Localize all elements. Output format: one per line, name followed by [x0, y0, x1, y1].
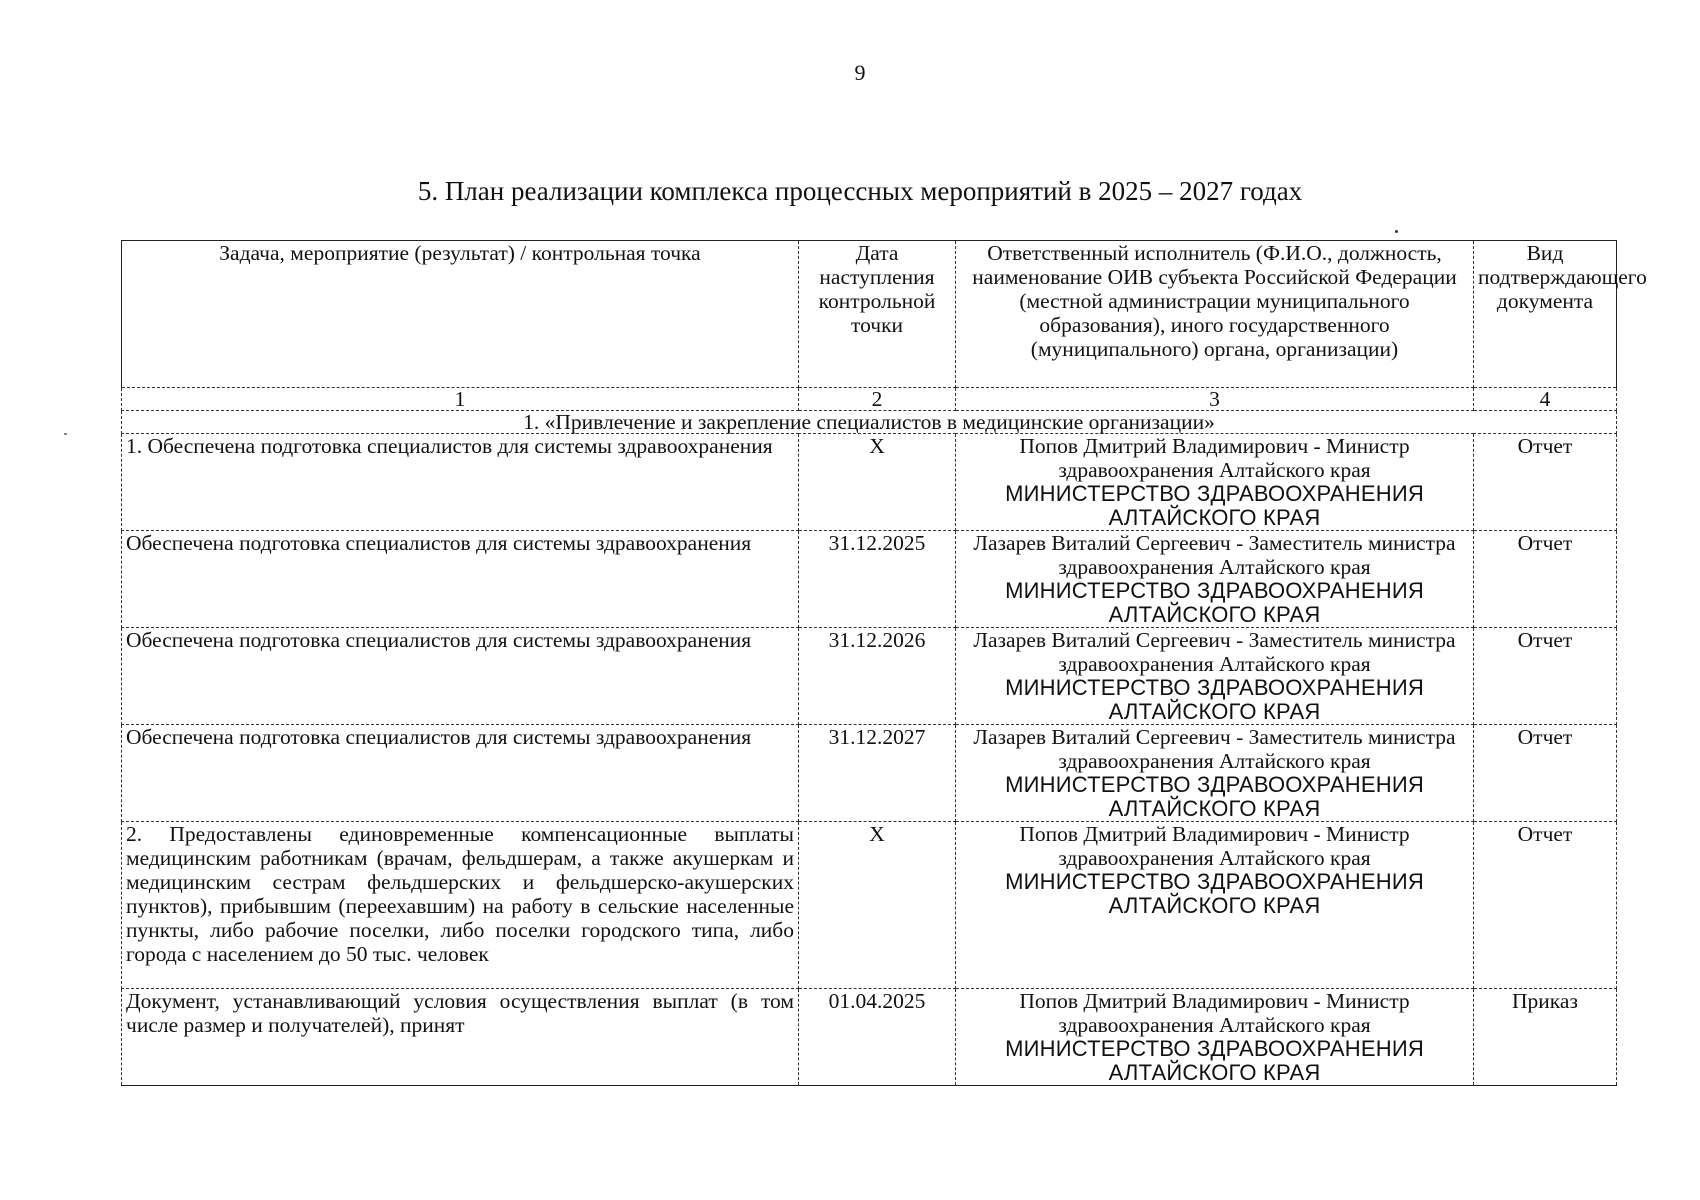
date-cell: 31.12.2027: [799, 725, 956, 822]
responsible-organization: МИНИСТЕРСТВО ЗДРАВООХРАНЕНИЯ АЛТАЙСКОГО КРАЯ: [1005, 578, 1424, 627]
responsible-person: Лазарев Виталий Сергеевич - Заместитель министра здравоохранения Алтайского края: [973, 531, 1456, 579]
scan-speck: [64, 433, 67, 435]
column-number-row: [122, 388, 1617, 411]
responsible-organization: МИНИСТЕРСТВО ЗДРАВООХРАНЕНИЯ АЛТАЙСКОГО КРАЯ: [1005, 772, 1424, 821]
document-type-cell: Отчет: [1474, 822, 1617, 989]
document-type-cell: Отчет: [1474, 628, 1617, 725]
responsible-organization: МИНИСТЕРСТВО ЗДРАВООХРАНЕНИЯ АЛТАЙСКОГО КРАЯ: [1005, 481, 1424, 530]
task-cell: 2. Предоставлены единовременные компенсационные выплаты медицинским работникам (врачам, фельдшерам, а также акушеркам и медицинским сестрам фельдшерских и фельдшерско-акушерских пунктов), прибывшим (переехавшим) на работу в сельские населенные пункты, либо рабочие поселки, либо поселки городского типа, либо города с населением до 50 тыс. человек: [122, 822, 799, 989]
column-number: 1: [122, 388, 799, 411]
responsible-cell: [956, 628, 1474, 725]
table-row: [122, 628, 1617, 725]
date-cell: X: [799, 822, 956, 989]
table-row: [122, 989, 1617, 1086]
column-number: 2: [799, 388, 956, 411]
section-title: 1. «Привлечение и закрепление специалистов в медицинские организации»: [122, 411, 1617, 434]
table-row: [122, 725, 1617, 822]
document-type-cell: Отчет: [1474, 531, 1617, 628]
responsible-person: Попов Дмитрий Владимирович - Министр здравоохранения Алтайского края: [1019, 822, 1410, 870]
column-number: 4: [1474, 388, 1617, 411]
plan-table: [121, 240, 1647, 1086]
document-type-cell: Отчет: [1474, 434, 1617, 531]
column-header-responsible: Ответственный исполнитель (Ф.И.О., должность, наименование ОИВ субъекта Российской Федерации (местной администрации муниципального образования), иного государственного (муниципального) органа, организации): [956, 241, 1474, 388]
responsible-person: Попов Дмитрий Владимирович - Министр здравоохранения Алтайского края: [1019, 989, 1410, 1037]
responsible-cell: [956, 725, 1474, 822]
responsible-organization: МИНИСТЕРСТВО ЗДРАВООХРАНЕНИЯ АЛТАЙСКОГО КРАЯ: [1005, 869, 1424, 918]
responsible-organization: МИНИСТЕРСТВО ЗДРАВООХРАНЕНИЯ АЛТАЙСКОГО КРАЯ: [1005, 675, 1424, 724]
date-cell: 31.12.2026: [799, 628, 956, 725]
table-row: [122, 531, 1617, 628]
responsible-person: Попов Дмитрий Владимирович - Министр здравоохранения Алтайского края: [1019, 434, 1410, 482]
page-title: 5. План реализации комплекса процессных мероприятий в 2025 – 2027 годах: [417, 176, 1303, 206]
section-row: [122, 411, 1617, 434]
responsible-person: Лазарев Виталий Сергеевич - Заместитель министра здравоохранения Алтайского края: [973, 725, 1456, 773]
responsible-cell: [956, 822, 1474, 989]
document-type-cell: Приказ: [1474, 989, 1617, 1086]
task-cell: Документ, устанавливающий условия осуществления выплат (в том числе размер и получателей), принят: [122, 989, 799, 1086]
page-number: 9: [854, 60, 866, 85]
column-header-date: Дата наступления контрольной точки: [799, 241, 956, 388]
date-cell: X: [799, 434, 956, 531]
table-header-row: [122, 241, 1617, 388]
task-cell: Обеспечена подготовка специалистов для системы здравоохранения: [122, 725, 799, 822]
scan-speck: [1395, 230, 1398, 233]
task-cell: 1. Обеспечена подготовка специалистов для системы здравоохранения: [122, 434, 799, 531]
column-header-task: Задача, мероприятие (результат) / контрольная точка: [122, 241, 799, 388]
task-cell: Обеспечена подготовка специалистов для системы здравоохранения: [122, 531, 799, 628]
column-number: 3: [956, 388, 1474, 411]
responsible-organization: МИНИСТЕРСТВО ЗДРАВООХРАНЕНИЯ АЛТАЙСКОГО КРАЯ: [1005, 1036, 1424, 1085]
column-header-document-type: Вид подтверждающего документа: [1474, 241, 1617, 388]
responsible-person: Лазарев Виталий Сергеевич - Заместитель министра здравоохранения Алтайского края: [973, 628, 1456, 676]
responsible-cell: [956, 531, 1474, 628]
document-type-cell: Отчет: [1474, 725, 1617, 822]
date-cell: 31.12.2025: [799, 531, 956, 628]
table-row: [122, 822, 1617, 989]
table-row: [122, 434, 1617, 531]
responsible-cell: [956, 434, 1474, 531]
responsible-cell: [956, 989, 1474, 1086]
date-cell: 01.04.2025: [799, 989, 956, 1086]
task-cell: Обеспечена подготовка специалистов для системы здравоохранения: [122, 628, 799, 725]
